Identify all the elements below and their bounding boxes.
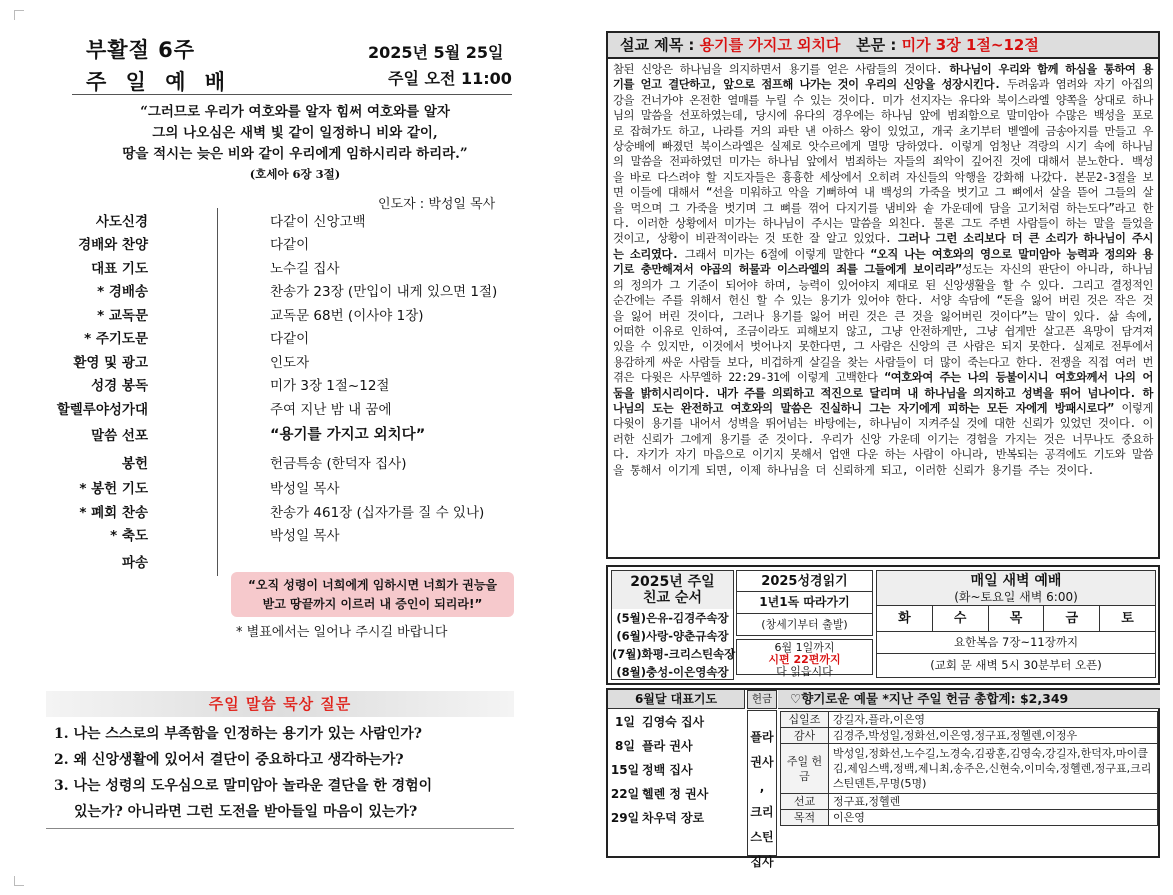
sermon-segment: 두려움과 염려와 자기 아집의 강을 건너가야 온전한 열매를 누릴 수 있는 것이다. 미가 선지자는 유다와 북이스라엘 양쪽을 상대로 하나님의 말씀을 선포하였는데, 당시에 유다의 경우에는 하나님 앞에 범죄함으로 말미암아 수많은 백성을 포로로 잡혀가도 하고, 나라를 거의 파탄 낸 아하스 왕이 있었고, 개국 초기부터 벧엘에 금송아지를 만들고 우상숭배에 빠졌던 북이스라엘은 실제로 앗수르에게 멸망 당하였다. 이렇게 엄청난 격랑의 시기 속에 하나님의 말씀을 전파하였던 미가는 하나님 앞에서 범죄하는 자들의 죄악이 깊어진 것에 대해서 분노한다. 백성을 바로 다스려야 할 지도자들은 흉흉한 세상에서 오히려 자신들의 악행을 강화해 나갔다. 본문2-3절을 보면 이들에 대해서 “선을 미워하고 악을 기뻐하여 내 백성의 가죽을 벗기고 그 뼈에서 살을 뜯어 그들의 살을 먹으며 그 가죽을 벗기며 그 뼈를 꺾어 다지기를 냄비와 솥 가운데에 담을 고기처럼 하는도다”라고 한다. 이러한 상황에서 미가는 하나님이 주시는 말씀을 외친다. 물론 그도 주변 사람들이 하는 말을 들었을 것이고, 상황이 비관적이라는 것 또한 잘 알고 있었다. — [613, 78, 1153, 246]
verse-line: 그의 나오심은 새벽 빛 같이 일정하니 비와 같이, — [152, 125, 438, 141]
bible-reading-start: (창세기부터 출발) — [736, 614, 873, 636]
order-of-service — [40, 208, 520, 576]
order-label: * 축도 — [110, 528, 148, 545]
bible-reading-sub: 1년1독 따라가기 — [736, 592, 873, 614]
sermon-title: 용기를 가지고 외치다 — [699, 36, 841, 54]
prayer-name: 김영숙 집사 — [642, 715, 705, 729]
order-separator — [152, 546, 218, 576]
order-separator — [152, 279, 218, 303]
order-value: 다같이 — [270, 331, 310, 348]
day-cell: 수 — [933, 606, 989, 631]
order-value: 노수길 집사 — [270, 260, 340, 277]
order-row — [40, 523, 520, 547]
offering-table — [780, 711, 1158, 826]
sermon-segment: “오직 나는 여호와의 영으로 말미암아 능력과 정의와 용기로 충만해져서 야곱의 허물과 이스라엘의 죄를 그들에게 보이리라” — [613, 247, 1153, 277]
order-separator — [152, 523, 218, 547]
order-label: 성경 봉독 — [91, 378, 148, 395]
order-row — [40, 373, 520, 397]
fellowship-title-line: 2025년 주일 — [630, 574, 715, 590]
order-label: * 교독문 — [97, 307, 148, 324]
order-row — [40, 232, 520, 256]
offering-special-name: 권사 — [750, 755, 774, 769]
order-separator — [152, 208, 218, 232]
order-value: 박성일 목사 — [270, 481, 340, 498]
prayer-name: 헬렌 정 권사 — [642, 787, 709, 801]
offering-category: 십일조 — [781, 712, 829, 728]
crop-mark — [14, 10, 24, 20]
order-value: 찬송가 23장 (만입이 내게 있으면 1절) — [270, 284, 498, 301]
order-label: 대표 기도 — [91, 260, 148, 277]
divider — [46, 828, 514, 829]
order-separator — [152, 499, 218, 523]
bible-reading-box — [736, 570, 873, 680]
sermon-text-label: 본문 : — [856, 36, 897, 54]
service-date: 2025년 5월 25일 — [368, 43, 504, 62]
offering-special-name: , — [759, 780, 765, 794]
order-label: 환영 및 광고 — [73, 354, 148, 371]
order-value: 박성일 목사 — [270, 528, 340, 545]
question: 있는가? 아니라면 그런 도전을 받아들일 마음이 있는가? — [74, 804, 418, 820]
fellowship-row: (5월)은유-김경주속장 — [616, 611, 729, 625]
prayer-row — [608, 710, 745, 734]
offering-names: 강길자,플라,이은영 — [829, 712, 1158, 728]
sermon-box — [606, 31, 1160, 559]
question: 3. 나는 성령의 도우심으로 말미암아 놀라운 결단을 한 경험이 — [54, 778, 433, 794]
offering-row — [781, 712, 1158, 728]
sermon-text: 미가 3장 1절~12절 — [901, 36, 1039, 54]
order-separator — [152, 326, 218, 350]
order-label: 사도신경 — [95, 213, 148, 230]
theme-verse — [60, 102, 530, 183]
order-label: * 폐회 찬송 — [79, 504, 148, 521]
fellowship-row: (8월)충성-이은영속장 — [616, 665, 729, 679]
order-separator — [152, 420, 218, 448]
fellowship-row: (7월)화평-크리스틴속장 — [612, 647, 736, 661]
note-line: 6월 1일까지 — [774, 641, 835, 654]
offering-names: 정구표,정헬렌 — [829, 794, 1158, 810]
verse-reference: (호세아 6장 3절) — [249, 167, 341, 181]
bible-reading-title: 2025성경읽기 — [736, 570, 873, 592]
offering-row — [781, 728, 1158, 744]
order-label: 파송 — [121, 555, 148, 571]
question: 1. 나는 스스로의 부족함을 인정하는 용기가 있는 사람인가? — [54, 726, 422, 742]
fellowship-order-box — [611, 570, 734, 680]
prayer-date: 15일 — [610, 763, 640, 777]
order-value: 인도자 — [270, 354, 310, 371]
order-row — [40, 499, 520, 523]
order-value: 교독문 68번 (이사야 1장) — [270, 307, 424, 324]
order-value: 미가 3장 1절~12절 — [270, 378, 390, 395]
note-line: 다 읽읍시다 — [776, 665, 833, 678]
dawn-subtitle: (화~토요일 새벽 6:00) — [954, 590, 1078, 604]
prayer-row — [608, 806, 745, 830]
divider — [72, 94, 512, 95]
day-cell: 목 — [989, 606, 1045, 631]
order-row — [40, 476, 520, 500]
offering-category: 선교 — [781, 794, 829, 810]
offering-names: 이은영 — [829, 810, 1158, 826]
order-row — [40, 349, 520, 373]
order-separator — [152, 476, 218, 500]
order-value: 다같이 — [270, 237, 310, 254]
prayer-list — [608, 710, 745, 830]
order-row — [40, 396, 520, 420]
order-label: * 주기도문 — [84, 331, 148, 348]
prayer-offering-panel — [606, 688, 1160, 869]
sermon-segment: 그러나 그런 소리보다 더 큰 소리가 하나님이 주시는 소리였다. — [613, 232, 1153, 261]
sermon-segment: 참된 신앙은 하나님을 의지하면서 용기를 얻은 사람들의 것이다. — [613, 63, 950, 76]
offering-special-name: 스틴 — [750, 830, 774, 844]
offering-special-names — [747, 710, 777, 869]
fellowship-title-line: 친교 순서 — [643, 590, 702, 606]
verse-line: 땅을 적시는 늦은 비와 같이 우리에게 임하시리라 하리라.” — [122, 146, 468, 162]
order-value: 주여 지난 밤 내 꿈에 — [270, 401, 392, 418]
offering-category: 주일 헌금 — [781, 744, 829, 794]
prayer-date: 29일 — [610, 811, 640, 825]
offering-special-name: 집사 — [750, 855, 774, 869]
offering-names: 김경주,박성일,정화선,이은영,정구표,정헬렌,이정우 — [829, 728, 1158, 744]
order-label: * 봉헌 기도 — [79, 481, 148, 498]
order-row — [40, 326, 520, 350]
dawn-text: 요한복음 7장~11장까지 — [876, 632, 1156, 654]
dawn-title — [876, 570, 1156, 606]
order-row — [40, 448, 520, 476]
dawn-days — [876, 606, 1156, 632]
leader: 인도자 : 박성일 목사 — [378, 197, 496, 212]
sermon-segment: 성도는 자신의 판단이 아니라, 하나님의 정의가 그 기준이 되어야 하며, 능력이 있어야지 제대로 된 신앙생활을 할 수 있다. 그리고 결정적인 순간에는 주를 위해서 헌신 할 수 있는 용기가 있어야 한다. 서양 속담에 “돈을 잃어 버린 것은 작은 것을 잃어 버린 것이다, 그러나 용기를 잃어 버린 것은 큰 것을 잃어버린 것이다”는 말이 있다. 삶 속에, 어떠한 이유로 인하여, 조금이라도 피해보지 않고, 그냥 안전하게만, 그냥 쉽게만 살고픈 욕망이 담겨져 있을 수 있지만, 이것에서 벗어나지 못한다면, 그 사람은 신앙의 큰 사람은 되지 못한다. 실제로 전투에서 용감하게 싸운 사람들 보다, 비겁하게 살길을 찾는 사람들이 더 많이 죽는다고 한다. 전쟁을 직접 여러 번 겪은 다윗은 사무엘하 22:29-31에 이렇게 고백한다 — [613, 263, 1153, 385]
order-value: “용기를 가지고 외치다” — [270, 427, 426, 443]
prayer-row — [608, 734, 745, 758]
offering-names: 박성일,정화선,노수길,노경숙,김광훈,김영숙,강길자,한덕자,마이클김,제임스백,정백,제니최,송주은,신현숙,이미숙,정헬렌,정구표,크리스틴덴튼,무명(5명) — [829, 744, 1158, 794]
prayer-date: 22일 — [610, 787, 640, 801]
order-separator — [152, 396, 218, 420]
order-separator — [152, 349, 218, 373]
crop-mark — [14, 876, 24, 886]
order-separator — [152, 255, 218, 279]
order-row — [40, 279, 520, 303]
order-row — [40, 255, 520, 279]
dawn-service-box — [876, 570, 1156, 680]
order-label: * 경배송 — [97, 284, 148, 301]
prayer-name: 정백 집사 — [642, 763, 693, 777]
day-cell: 화 — [877, 606, 933, 631]
order-row — [40, 420, 520, 448]
offering-row — [781, 744, 1158, 794]
order-separator — [152, 232, 218, 256]
service-title: 주 일 예 배 — [86, 70, 232, 94]
dawn-title-text: 매일 새벽 예배 — [970, 573, 1062, 589]
prayer-row — [608, 782, 745, 806]
order-separator — [152, 373, 218, 397]
prayer-date: 8일 — [615, 739, 635, 753]
stand-note: * 별표에서는 일어나 주시길 바랍니다 — [236, 625, 448, 640]
sermon-segment: 이렇게 다윗이 용기를 내어서 성벽을 뛰어넘는 바탕에는, 하나님이 지켜주실 것에 대한 신뢰가 있었던 것이다. 이러한 신뢰가 그에게 용기를 준 것이다. 우리가 신앙 가운데 이기는 경험을 가지는 것은 너무나도 중요하다. 자기가 자기 마음으로 이기지 못해서 업앤 다운 하는 사람이 아니라, 반복되는 공격에도 기도와 말씀을 통해서 이기게 되면, 이제 하나님을 더 신뢰하게 되고, 이러한 신뢰가 용기를 주는 것이다. — [613, 401, 1153, 477]
note-line: 시편 22편까지 — [768, 653, 841, 666]
sending-verse-line: “오직 성령이 너희에게 임하시면 너희가 권능을 — [247, 578, 498, 592]
order-value: 헌금특송 (한덕자 집사) — [270, 455, 407, 472]
day-cell: 토 — [1121, 611, 1134, 626]
prayer-row — [608, 758, 745, 782]
sending-verse-box — [231, 572, 514, 617]
sermon-segment: “여호와여 주는 나의 등불이시니 여호와께서 나의 어둠을 밝히시리이다. 내가 주를 의뢰하고 적진으로 달리며 내 하나님을 의지하고 성벽을 뛰어 넘나이다. 하나님의 도는 완전하고 여호와의 말씀은 진실하니 그는 자기에게 피하는 모든 자에게 방패시로다” — [613, 371, 1153, 415]
offering-special-name: 크리 — [750, 805, 774, 819]
prayer-header: 6월달 대표기도 — [608, 690, 745, 709]
offering-category: 감사 — [781, 728, 829, 744]
fellowship-title — [612, 571, 733, 609]
sending-verse-line: 받고 땅끝까지 이르러 내 증인이 되리라!” — [262, 597, 483, 611]
prayer-name: 플라 권사 — [642, 739, 693, 753]
meditation-title: 주일 말씀 묵상 질문 — [46, 691, 514, 717]
dawn-note: (교회 문 새벽 5시 30분부터 오픈) — [876, 654, 1156, 678]
offering-row — [781, 794, 1158, 810]
order-label: 경배와 찬양 — [78, 237, 148, 254]
order-value: 찬송가 461장 (십자가를 질 수 있나) — [270, 504, 485, 521]
verse-line: “그러므로 우리가 여호와를 알자 힘써 여호와를 알자 — [140, 104, 450, 120]
offering-category: 목적 — [781, 810, 829, 826]
day-cell: 금 — [1044, 606, 1100, 631]
order-label: 할렐루야성가대 — [56, 401, 148, 418]
sermon-body — [608, 59, 1158, 481]
fellowship-row: (6월)사랑-양춘규속장 — [616, 629, 729, 643]
service-time: 주일 오전 11:00 — [388, 69, 512, 88]
meditation-questions — [54, 721, 524, 825]
sermon-label: 설교 제목 : — [620, 36, 695, 54]
service-season-title: 부활절 6주 — [86, 38, 196, 62]
order-value: 다같이 신앙고백 — [270, 213, 366, 230]
order-separator — [152, 448, 218, 476]
order-row — [40, 302, 520, 326]
offering-row — [781, 810, 1158, 826]
prayer-name: 차우덕 장로 — [642, 811, 705, 825]
offering-special-name: 플라 — [750, 730, 774, 744]
order-label: 말씀 선포 — [91, 427, 148, 444]
prayer-date: 1일 — [615, 715, 635, 729]
order-row — [40, 208, 520, 232]
sermon-header — [608, 33, 1158, 59]
sermon-segment: 그래서 미가는 6절에 이렇게 말한다 — [678, 247, 871, 261]
offering-header: ♡향기로운 예물 *지난 주일 헌금 총합계: $2,349 — [778, 690, 1160, 709]
info-panel — [606, 565, 1160, 685]
bible-reading-note — [736, 639, 873, 678]
offering-special-header: 헌금 — [747, 690, 777, 709]
order-label: 봉헌 — [121, 455, 148, 472]
sermon-segment: 하나님이 우리와 함께 하심을 통하여 용기를 얻고 결단하고, 앞으로 점프해 나가는 것이 우리의 신앙을 성장시킨다. — [613, 63, 1153, 92]
order-separator — [152, 302, 218, 326]
question: 2. 왜 신앙생활에 있어서 결단이 중요하다고 생각하는가? — [54, 752, 404, 768]
